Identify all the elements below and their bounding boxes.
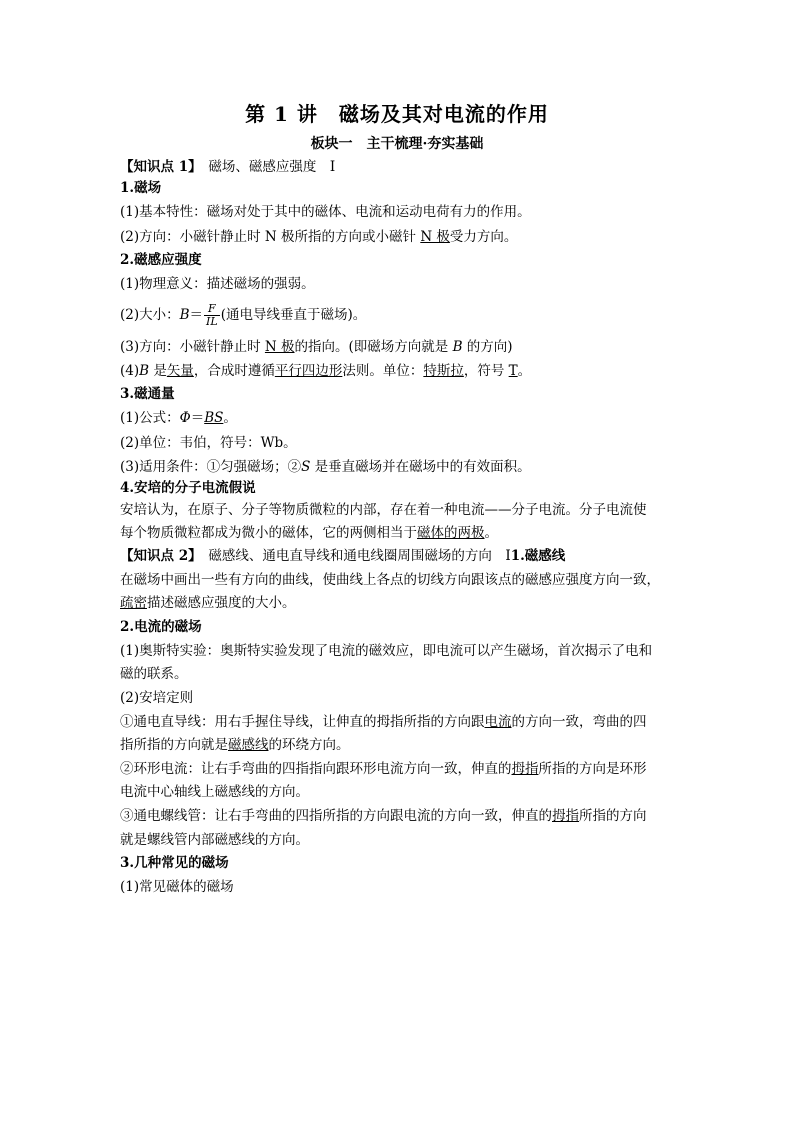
paragraph: (1)常见磁体的磁场 [120,879,234,895]
text: ②环形电流：让右手弯曲的四指指向跟环形电流方向一致，伸直的 [120,761,512,777]
text: ，合成时遵循 [193,363,275,379]
text: 的方向一致，弯曲的四 [511,714,647,730]
paragraph: (1)奥斯特实验：奥斯特实验发现了电流的磁效应，即电流可以产生磁场，首次揭示了电和 [120,643,653,659]
heading-molecular-current: 4.安培的分子电流假说 [120,480,256,496]
text: (1)公式： [120,410,180,426]
text: 的指向。(即磁场方向就是 [294,339,453,355]
underlined-answer: 矢量 [166,363,194,379]
paragraph: 安培认为，在原子、分子等物质微粒的内部，存在着一种电流——分子电流。分子电流使 [120,502,647,518]
underlined-answer: 磁体的两极 [417,525,485,541]
kp1-label: 【知识点 1】 [120,159,195,175]
paragraph [120,735,680,755]
text: 指所指的方向就是 [120,737,228,753]
text: ＝ [189,307,204,323]
underlined-answer: 疏密 [120,595,147,611]
fraction-numerator: F [204,303,220,316]
paragraph: 在磁场中画出一些有方向的曲线，使曲线上各点的切线方向跟该点的磁感应强度方向一致， [120,572,660,588]
text: 的方向) [462,339,513,355]
variable: B [179,307,190,323]
paragraph [120,361,680,381]
text: 。 [223,410,237,426]
underlined-answer: 拇指 [552,808,579,824]
text: (2)方向：小磁针静止时 N 极所指的方向或小磁针 [120,229,421,245]
underlined-answer: 特斯拉 [423,363,464,379]
underlined-answer: T [508,363,518,379]
text: 所指的方向 [579,808,647,824]
text: (2)大小： [120,307,180,323]
text: 。 [517,363,532,379]
paragraph: 电流中心轴线上磁感线的方向。 [120,784,309,800]
heading-magnetic-induction: 2.磁感应强度 [120,252,202,268]
text: 。 [484,525,498,541]
kp2-text: 磁感线、通电直导线和通电线圈周围磁场的方向 Ⅰ [194,548,511,564]
variable: S [301,459,311,475]
text: 是垂直磁场并在磁场中的有效面积。 [310,459,531,475]
heading-common-fields: 3.几种常见的磁场 [120,855,229,871]
text: 描述磁感应强度的大小。 [147,595,296,611]
heading-current-field: 2.电流的磁场 [120,619,202,635]
text: 法则。单位： [342,363,424,379]
underlined-answer: 平行四边形 [274,363,343,379]
variable: B [452,339,463,355]
paragraph: (2)安培定则 [120,690,194,706]
fraction-denominator: IL [206,315,218,328]
text: (通电导线垂直于磁场)。 [220,307,367,323]
underlined-answer: N 极 [420,229,450,245]
paragraph [120,593,680,613]
text: 受力方向。 [449,229,518,245]
paragraph: (1)基本特性：磁场对处于其中的磁体、电流和运动电荷有力的作用。 [120,204,531,220]
underlined-answer: 磁感线 [228,737,269,753]
heading-magnetic-flux: 3.磁通量 [120,386,175,402]
knowledge-point-1 [120,157,680,177]
paragraph: 就是螺线管内部磁感线的方向。 [120,832,309,848]
paragraph: 磁的联系。 [120,666,188,682]
underlined-answer: 拇指 [511,761,539,777]
paragraph [120,457,680,477]
kp1-text: 磁场、磁感应强度 Ⅰ [194,159,336,175]
underlined-answer: BS [204,410,224,426]
text: ③通电螺线管：让右手弯曲的四指所指的方向跟电流的方向一致，伸直的 [120,808,552,824]
paragraph [120,408,680,428]
knowledge-point-2 [120,546,680,566]
fraction [204,303,220,328]
paragraph [120,759,680,779]
section-subtitle: 板块一 主干梳理·夯实基础 [310,136,484,152]
variable: B [139,363,150,379]
underlined-answer: 电流 [484,714,512,730]
text: 的环绕方向。 [268,737,350,753]
paragraph-formula [120,303,680,328]
paragraph: (1)物理意义：描述磁场的强弱。 [120,276,315,292]
paragraph [120,712,680,732]
kp2-tail: 1.磁感线 [510,548,566,564]
kp2-label: 【知识点 2】 [120,548,195,564]
text: (3)适用条件：①匀强磁场；② [120,459,302,475]
paragraph [120,806,680,826]
text: 每个物质微粒都成为微小的磁体，它的两侧相当于 [120,525,417,541]
text: (4) [120,363,140,379]
page-title: 第 1 讲 磁场及其对电流的作用 [245,102,549,126]
paragraph [120,523,680,543]
text: 是 [149,363,167,379]
heading-magnetic-field: 1.磁场 [120,180,162,196]
text: ＝ [190,410,205,426]
paragraph [120,337,680,357]
paragraph: (2)单位：韦伯，符号：Wb。 [120,435,297,451]
variable: Φ [179,410,191,426]
paragraph [120,227,680,247]
text: 所指的方向是环形 [538,761,647,777]
underlined-answer: N 极 [264,339,295,355]
text: (3)方向：小磁针静止时 [120,339,265,355]
text: ，符号 [463,363,509,379]
text: ①通电直导线：用右手握住导线，让伸直的拇指所指的方向跟 [120,714,485,730]
